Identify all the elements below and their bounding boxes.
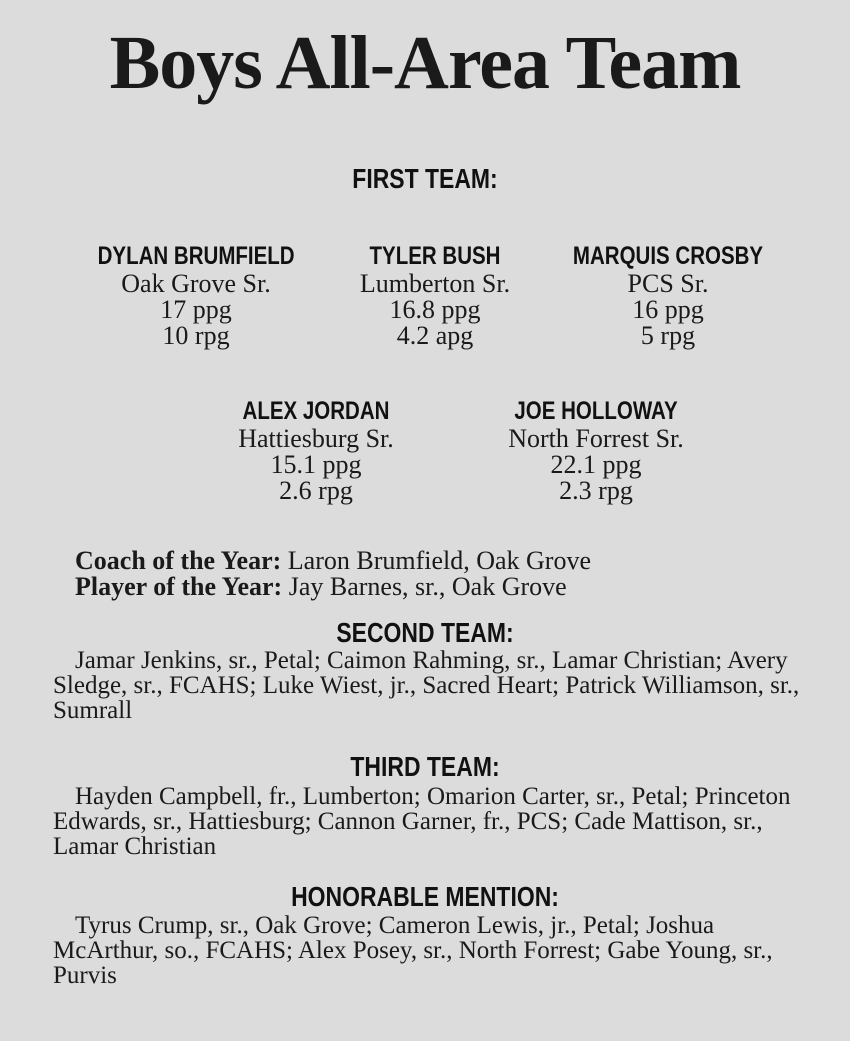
player-school: PCS Sr.: [627, 269, 709, 298]
player-stat-2: 2.3 rpg: [559, 476, 633, 505]
second-team-heading: SECOND TEAM:: [336, 617, 514, 648]
player-stat-1: 16 ppg: [632, 295, 704, 324]
player-of-the-year-value: Jay Barnes, sr., Oak Grove: [288, 572, 567, 601]
player-of-the-year-label: Player of the Year:: [75, 572, 283, 601]
player-stat-2: 2.6 rpg: [279, 476, 353, 505]
first-team-heading: FIRST TEAM:: [352, 163, 498, 194]
player-card: [476, 396, 716, 504]
player-stat-2: 10 rpg: [162, 321, 230, 350]
player-card: [315, 241, 555, 349]
second-team-list: Jamar Jenkins, sr., Petal; Caimon Rahming, sr., Lamar Christian; Avery Sledge, sr., FCAHS; Luke Wiest, jr., Sacred Heart; Patrick Williamson, sr., Sumrall: [53, 647, 800, 724]
honorable-mention-list: Tyrus Crump, sr., Oak Grove; Cameron Lewis, jr., Petal; Joshua McArthur, so., FCAHS; Alex Posey, sr., North Forrest; Gabe Young, sr., Purvis: [53, 912, 773, 989]
player-card: [196, 396, 436, 504]
player-stat-1: 16.8 ppg: [389, 295, 481, 324]
player-school: Hattiesburg Sr.: [238, 424, 394, 453]
player-of-the-year: [75, 574, 567, 600]
coach-of-the-year: [75, 548, 591, 574]
page-title: Boys All-Area Team: [109, 21, 741, 105]
player-name: MARQUIS CROSBY: [572, 242, 764, 270]
player-stat-2: 5 rpg: [640, 321, 696, 350]
player-name: DYLAN BRUMFIELD: [97, 242, 295, 270]
coach-of-the-year-label: Coach of the Year:: [75, 546, 282, 575]
player-stat-1: 22.1 ppg: [550, 450, 642, 479]
player-stat-1: 17 ppg: [160, 295, 232, 324]
coach-of-the-year-value: Laron Brumfield, Oak Grove: [287, 546, 592, 575]
player-name: TYLER BUSH: [369, 242, 501, 270]
honorable-mention-heading: HONORABLE MENTION:: [291, 881, 559, 912]
player-name: ALEX JORDAN: [242, 397, 390, 425]
third-team-list: Hayden Campbell, fr., Lumberton; Omarion Carter, sr., Petal; Princeton Edwards, sr., Hattiesburg; Cannon Garner, fr., PCS; Cade Mattison, sr., Lamar Christian: [53, 783, 791, 860]
player-card: [548, 241, 788, 349]
third-team-heading: THIRD TEAM:: [350, 751, 500, 782]
player-school: Oak Grove Sr.: [121, 269, 271, 298]
player-school: North Forrest Sr.: [508, 424, 684, 453]
player-stat-1: 15.1 ppg: [270, 450, 362, 479]
player-card: [76, 241, 316, 349]
player-school: Lumberton Sr.: [359, 269, 511, 298]
player-name: JOE HOLLOWAY: [514, 397, 678, 425]
player-stat-2: 4.2 apg: [396, 321, 474, 350]
